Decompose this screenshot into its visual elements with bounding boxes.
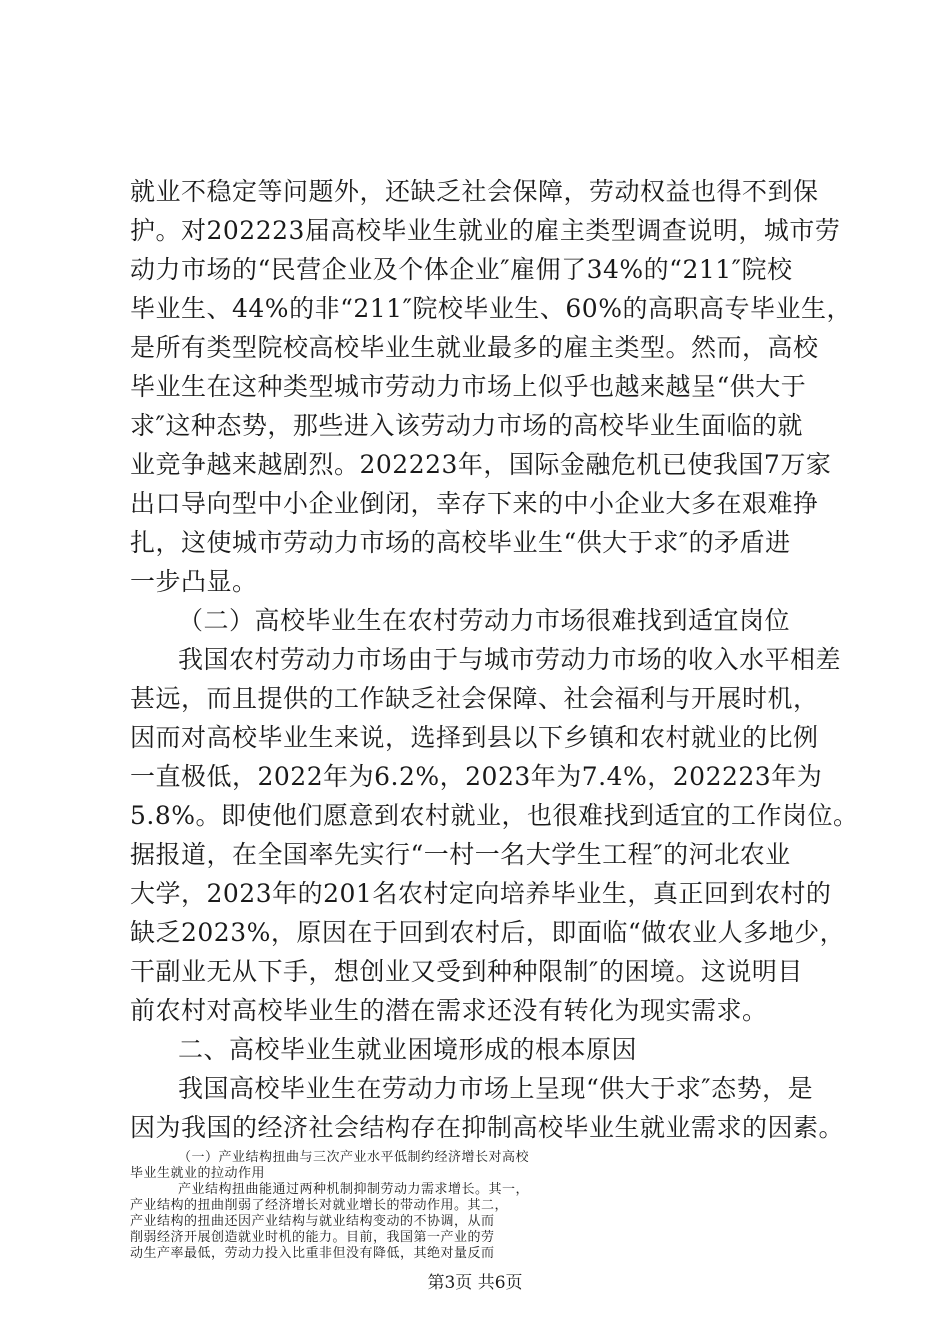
body-line: 护。对202223届高校毕业生就业的雇主类型调查说明，城市劳 — [130, 216, 841, 245]
body-line: 出口导向型中小企业倒闭，幸存下来的中小企业大多在艰难挣 — [130, 489, 819, 518]
body-line: 因而对高校毕业生来说，选择到县以下乡镇和农村就业的比例 — [130, 723, 819, 752]
body-line: 据报道，在全国率先实行“一村一名大学生工程″的河北农业 — [130, 840, 791, 869]
body-line: 缺乏2023%，原因在于回到农村后，即面临“做农业人多地少， — [130, 918, 846, 947]
body-line: 一直极低，2022年为6.2%，2023年为7.4%，202223年为 — [130, 762, 823, 791]
body-line: 我国高校毕业生在劳动力市场上呈现“供大于求″态势，是 — [178, 1074, 814, 1103]
body-line: 就业不稳定等问题外，还缺乏社会保障，劳动权益也得不到保 — [130, 177, 819, 206]
body-line: 求″这种态势，那些进入该劳动力市场的高校毕业生面临的就 — [130, 411, 803, 440]
body-line: 产业结构的扭曲还因产业结构与就业结构变动的不协调，从而 — [130, 1214, 495, 1229]
body-line: 5.8%。即使他们愿意到农村就业，也很难找到适宜的工作岗位。 — [130, 801, 859, 830]
body-line: 前农村对高校毕业生的潜在需求还没有转化为现实需求。 — [130, 996, 768, 1025]
body-line: 是所有类型院校高校毕业生就业最多的雇主类型。然而，高校 — [130, 333, 819, 362]
section-heading: 二、高校毕业生就业困境形成的根本原因 — [178, 1035, 638, 1064]
body-line: 动力市场的“民营企业及个体企业″雇佣了34%的“211″院校 — [130, 255, 793, 284]
body-line: 干副业无从下手，想创业又受到种种限制″的困境。这说明目 — [130, 957, 803, 986]
body-line: 我国农村劳动力市场由于与城市劳动力市场的收入水平相差 — [178, 645, 842, 674]
section-heading: （二）高校毕业生在农村劳动力市场很难找到适宜岗位 — [178, 606, 791, 635]
section-heading: （一）产业结构扭曲与三次产业水平低制约经济增长对高校 — [178, 1150, 530, 1165]
body-line: 动生产率最低，劳动力投入比重非但没有降低，其绝对量反而 — [130, 1246, 495, 1261]
body-line: 大学，2023年的201名农村定向培养毕业生，真正回到农村的 — [130, 879, 832, 908]
body-line: 削弱经济开展创造就业时机的能力。目前，我国第一产业的劳 — [130, 1230, 495, 1245]
page-footer: 第3页 共6页 — [427, 1273, 523, 1293]
body-line: 产业结构扭曲能通过两种机制抑制劳动力需求增长。其一， — [178, 1182, 530, 1197]
body-line: 扎，这使城市劳动力市场的高校毕业生“供大于求″的矛盾进 — [130, 528, 791, 557]
section-heading: 毕业生就业的拉动作用 — [130, 1166, 266, 1181]
body-line: 因为我国的经济社会结构存在抑制高校毕业生就业需求的因素。 — [130, 1113, 845, 1142]
body-line: 毕业生、44%的非“211″院校毕业生、60%的高职高专毕业生， — [130, 294, 852, 323]
body-line: 业竞争越来越剧烈。202223年，国际金融危机已使我国7万家 — [130, 450, 832, 479]
body-line: 甚远，而且提供的工作缺乏社会保障、社会福利与开展时机， — [130, 684, 819, 713]
body-line: 产业结构的扭曲削弱了经济增长对就业增长的带动作用。其二， — [130, 1198, 509, 1213]
body-line: 一步凸显。 — [130, 567, 258, 596]
body-line: 毕业生在这种类型城市劳动力市场上似乎也越来越呈“供大于 — [130, 372, 807, 401]
